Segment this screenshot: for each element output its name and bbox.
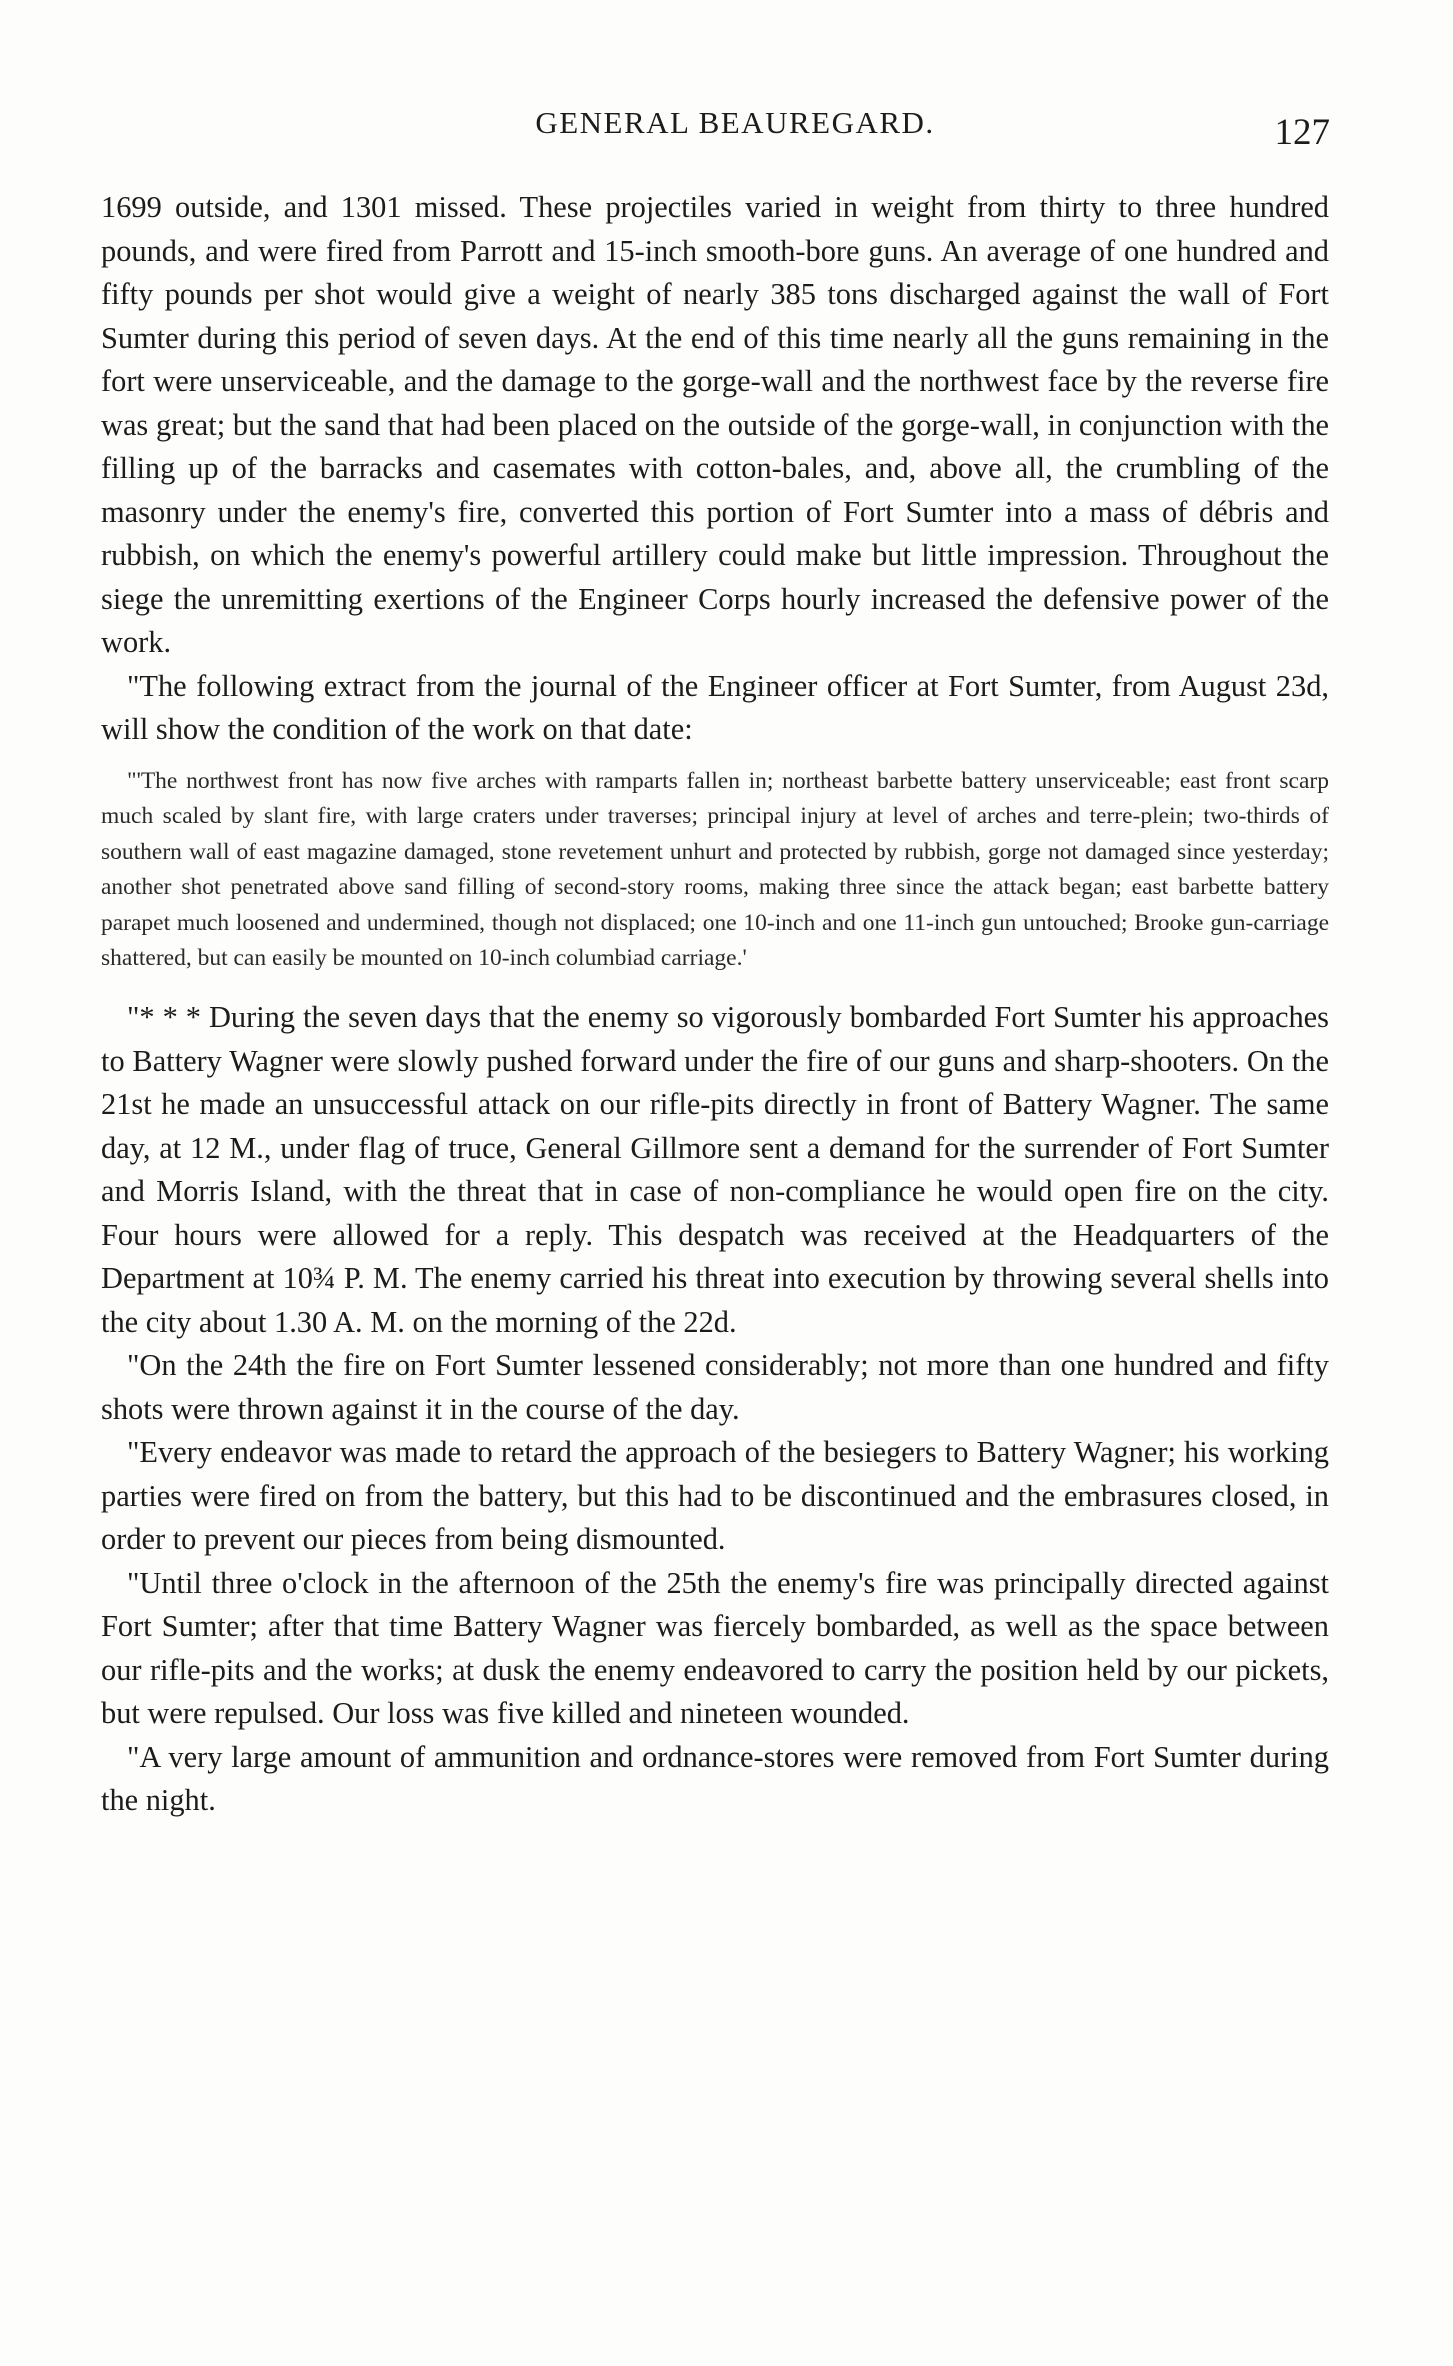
paragraph: "* * * During the seven days that the enemy so vigorously bombarded Fort Sumter his approaches to Battery Wagner were slowly pushed forward under the fire of our guns and sharp-shooters. On the 21st he made an unsuccessful attack on our rifle-pits directly in front of Battery Wagner. The same day, at 12 M., under flag of truce, General Gillmore sent a demand for the surrender of Fort Sumter and Morris Island, with the threat that in case of non-compliance he would open fire on the city. Four hours were allowed for a reply. This despatch was received at the Headquarters of the Department at 10¾ P. M. The enemy carried his threat into execution by throwing several shells into the city about 1.30 A. M. on the morning of the 22d. [101, 1000, 1329, 1339]
paragraph: "On the 24th the fire on Fort Sumter lessened considerably; not more than one hundred and fifty shots were thrown against it in the course of the day. [101, 1348, 1329, 1426]
paragraph: "Until three o'clock in the afternoon of the 25th the enemy's fire was principally directed against Fort Sumter; after that time Battery Wagner was fiercely bombarded, as well as the space between our rifle-pits and the works; at dusk the enemy endeavored to carry the position held by our pickets, but were repulsed. Our loss was five killed and nineteen wounded. [101, 1565, 1329, 1731]
paragraph: "The following extract from the journal of the Engineer officer at Fort Sumter, from August 23d, will show the condition of the work on that date: [101, 668, 1329, 746]
paragraph: "Every endeavor was made to retard the approach of the besiegers to Battery Wagner; his working parties were fired on from the battery, but this had to be discontinued and the embrasures closed, in order to prevent our pieces from being dismounted. [101, 1435, 1329, 1557]
paragraph: 1699 outside, and 1301 missed. These projectiles varied in weight from thirty to three hundred pounds, and were fired from Parrott and 15-inch smooth-bore guns. An average of one hundred and fifty pounds per shot would give a weight of nearly 385 tons discharged against the wall of Fort Sumter during this period of seven days. At the end of this time nearly all the guns remaining in the fort were unserviceable, and the damage to the gorge-wall and the northwest face by the reverse fire was great; but the sand that had been placed on the outside of the gorge-wall, in conjunction with the filling up of the barracks and casemates with cotton-bales, and, above all, the crumbling of the masonry under the enemy's fire, converted this portion of Fort Sumter into a mass of débris and rubbish, on which the enemy's powerful artillery could make but little impression. Throughout the siege the unremitting exertions of the Engineer Corps hourly increased the defensive power of the work. [101, 190, 1329, 659]
running-head [100, 105, 1330, 165]
running-title: GENERAL BEAUREGARD. [535, 105, 935, 140]
paragraph: "A very large amount of ammunition and ordnance-stores were removed from Fort Sumter during the night. [101, 1739, 1329, 1818]
body-text [101, 186, 1329, 1823]
block-quote: "'The northwest front has now five arches with ramparts fallen in; northeast barbette battery unserviceable; east front scarp much scaled by slant fire, with large craters under traverses; principal injury at level of arches and terre-plein; two-thirds of southern wall of east magazine damaged, stone revetement unhurt and protected by rubbish, gorge not damaged since yesterday; another shot penetrated above sand filling of second-story rooms, making three since the attack began; east barbette battery parapet much loosened and undermined, though not displaced; one 10-inch and one 11-inch gun untouched; Brooke gun-carriage shattered, but can easily be mounted on 10-inch columbiad carriage.' [101, 767, 1329, 972]
page-number: 127 [1274, 112, 1330, 153]
